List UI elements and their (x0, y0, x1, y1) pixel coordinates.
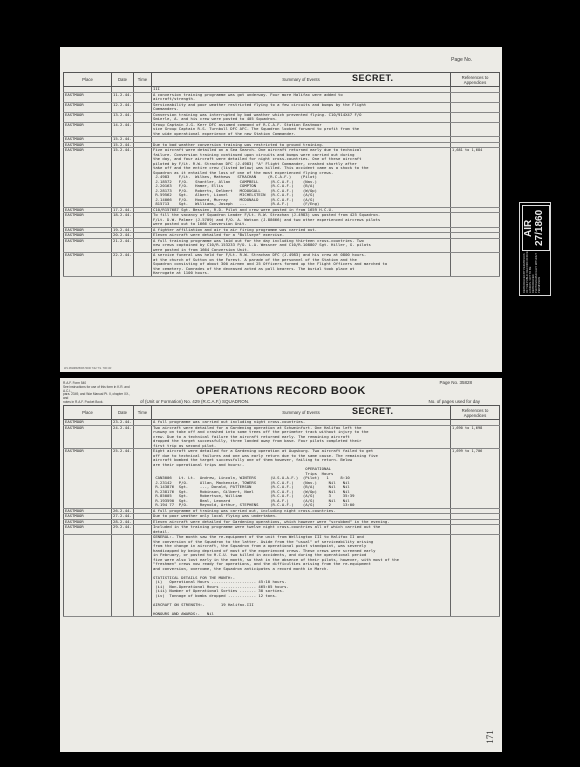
time-cell (134, 213, 152, 228)
time-cell (134, 535, 152, 617)
summary-line: Eight aircraft were detailed for a Gardening operation at Augsburg. Two aircraft failed to get (153, 448, 374, 453)
time-cell (134, 525, 152, 535)
summary-line: were posted out to 1666 Conversion Unit. (153, 221, 247, 226)
summary-line: R.85005 Sgt. Robertson, William (R.C.A.F.) (A/G) 3 35:39 (153, 493, 355, 498)
summary-line: J.18572 F/O. Shantler, Allan CAMPBELL (R.C.A.F.) (Nav.) (153, 178, 317, 184)
date-cell (112, 535, 134, 617)
summary-line: Due to bad weather conversion training was restricted to ground training. (153, 142, 324, 147)
place-cell (64, 535, 112, 617)
table-row (64, 253, 500, 277)
summary-cell (152, 525, 451, 535)
summary-line: vice Group Captain R.S. Turnbull DFC AFC. The Squadron looked forward to profit from the (153, 126, 360, 131)
summary-cell (152, 425, 451, 449)
place-cell: EASTMOOR (64, 92, 112, 102)
summary-line: Serviceability and poor weather restricted flying to a few circuits and bumps by the Flight (153, 102, 367, 107)
place-cell: EASTMOOR (64, 233, 112, 239)
folio-number: 171 (484, 730, 495, 744)
place-cell: EASTMOOR (64, 148, 112, 208)
summary-line: Trips Hours (153, 470, 334, 476)
date-cell: 28.2.44. (113, 519, 132, 524)
table-row (64, 238, 500, 253)
summary-line: Due to poor weather only local flying was undertaken. (153, 513, 278, 518)
date-cell: 15.2.44. (112, 148, 134, 208)
summary-line: from the change in aircraft, the Squadron from a operational point standpoint, was severely (153, 543, 367, 548)
place-cell: EASTMOOR (64, 112, 112, 122)
appendix-reference-cell (451, 102, 500, 112)
summary-line: STATISTICAL DETAILS FOR THE MONTH:- (153, 574, 235, 580)
record-table (63, 405, 500, 617)
time-cell (134, 253, 152, 277)
summary-line: runway on take off and crashed into some trees off the perimeter track without injury to the (153, 429, 369, 434)
date-cell: 26.2.44. (113, 508, 132, 513)
summary-line: at the church of Sutton on the Forest. A parade of the personnel of the Station and the (153, 256, 357, 262)
archive-stamp (519, 202, 551, 296)
date-cell: 24.2.44. (112, 425, 134, 449)
summary-line: 815713 Sgt. Williams, Joseph --- (R.A.F.) (F/Eng) (153, 201, 320, 206)
summary-line: Squadron as it entailed the loss of one of the most experienced flying crews. (153, 169, 334, 175)
column-header-date: Date (112, 406, 134, 420)
summary-cell (152, 535, 451, 617)
summary-line: Smierle, A. and his crew were posted to 405 Squadron. (153, 116, 278, 121)
summary-line: Squadron consisting of about 300 airmen and 25 Officers formed up the Flight Officers and marched to (153, 261, 388, 266)
date-cell: 23.2.44. (113, 419, 132, 424)
summary-line: To fill the vacancy of Squadron Leader F/Lt. R.W. Strachan (J.4983) was posted from 425 Squadron. (153, 212, 381, 217)
place-cell: EASTMOOR (64, 213, 112, 228)
appendix-reference-cell (451, 213, 500, 228)
summary-line: J.4983 F/Lt. Wilkes, Mathews STRACHAN (R.C.A.F.) (Pilot) (153, 174, 317, 179)
summary-line: Five aircraft were detailed on a Sea Search. One aircraft returned early due to technical (153, 147, 362, 152)
summary-line: R.143876 Sgt. ---, Donald, PATTERSON (R.C.A.F.) (B/A) Nil Nil (153, 484, 350, 489)
date-cell: 12.2.44. (112, 102, 134, 112)
summary-line: and conversion, overcome, the Squadron anticipates a record month in March. (153, 565, 329, 571)
document-title: OPERATIONS RECORD BOOK (196, 385, 366, 397)
summary-line: R.238176 Sgt. Robinson, Gilbert, Noel (R.C.A.F.) (W/Op) Nil Nil (153, 488, 350, 494)
date-cell: 25.2.44. (112, 449, 134, 509)
table-row (64, 525, 500, 535)
table-row (64, 148, 500, 208)
date-cell: 22.2.44. (112, 253, 134, 277)
time-cell (134, 449, 152, 509)
secret-marking: SECRET. (352, 73, 394, 83)
date-cell: 11.2.44. (112, 92, 134, 102)
summary-line: J.28173 P/O. Roberts, Delbert MCDOUGALL (R.C.A.F.) (W/Op) (153, 187, 317, 193)
date-cell: 18.2.44. (112, 213, 134, 228)
column-header-references: References to Appendices (451, 406, 500, 420)
time-cell (134, 112, 152, 122)
summary-line: III (153, 86, 161, 91)
summary-line: A service funeral was held for F/Lt. R.W. Strachan DFC (J.4983) and his crew at 0800 hours. (153, 252, 367, 257)
table-row (64, 535, 500, 617)
summary-line: A full training programme was laid out for the day including thirteen cross-countries. Two (153, 238, 364, 243)
place-cell: EASTMOOR (64, 514, 112, 520)
date-cell: 29.2.44. (112, 525, 134, 535)
summary-line: crew. Due to a technical failure the aircraft returned early. The remaining aircraft (153, 433, 350, 439)
summary-line: "freshmen" crews now ready for operations, and the difficulties arising from the re-equipment (153, 561, 371, 566)
summary-cell (152, 253, 451, 277)
summary-line: R.193590 Sgt. Beal, Leonard (R.A.F.) (A/G) Nil Nil (153, 497, 350, 503)
table-row (64, 102, 500, 112)
place-cell: EASTMOOR (64, 425, 112, 449)
summary-line: AIRCRAFT ON STRENGTH:- 19 Halifax.III (153, 601, 254, 607)
form-instructions: R.A.F. Form 540 See instructions for use of this form in K.R. and A.C.I., para. 2349, and War Manual Pt. II, chapter XX., and notes in R.A.F. Pocket Book. (63, 381, 131, 404)
column-header-summary: Summary of Events (152, 73, 451, 87)
table-row (64, 112, 500, 122)
secret-marking: SECRET. (352, 406, 394, 416)
column-header-date: Date (112, 73, 134, 87)
record-page-bottom (60, 378, 502, 752)
table-row (64, 122, 500, 137)
summary-line: the conversion of the Squadron to the latter. Aside from the "usual" of serviceability arising (153, 538, 374, 544)
summary-cell (152, 92, 451, 102)
summary-line: HONOURS AND AWARDS:- Nil (153, 610, 214, 616)
summary-line: C10/R157687 Sgt. Bessien, R.D. Pilot and crew were posted in from 1659 H.C.U. (153, 207, 334, 212)
summary-cell (152, 148, 451, 208)
pages-used-line: No. of pages used for day (428, 399, 480, 404)
column-header-place: Place (64, 406, 112, 420)
summary-line: F/Lt. D.W. Palmer (J.5709) and F/O. A. Watson (J.88666) and two other experienced aircrews pilots (153, 216, 381, 222)
summary-line: Commanders. (153, 106, 179, 111)
appendix-reference-cell: 1,681 to 1,684 (451, 148, 500, 208)
summary-line: (iv) Tonnage of bombs dropped ............ 12 tons. (153, 592, 278, 598)
column-header-references: References to Appendices (451, 73, 500, 87)
time-cell (134, 102, 152, 112)
date-cell: 20.2.44. (113, 232, 132, 237)
summary-line: J.20163 F/O. Hamer, Ellis COMPTON (R.C.A.F.) (B/A) (153, 183, 315, 188)
date-cell: 13.2.44. (112, 112, 134, 122)
summary-line: aircraft bombed the target successfully one of them however, failing to return. Below (153, 457, 353, 462)
copyright-notice: REPRODUCED BY PERMISSION OF THE PUBLIC RECORD OFFICE LONDON. NOT TO BE REPRODUCED PHOTOGRAPHICALLY WITHOUT PERMISSION (523, 251, 541, 293)
summary-line: A full programme of training was carried out, including night cross-countries. (153, 508, 336, 513)
summary-line: detail. (153, 528, 170, 534)
page-number: Page No. 35828 (439, 380, 472, 385)
summary-line: were posted in from 1664 Conversion Unit. (153, 246, 250, 252)
summary-cell (152, 449, 451, 509)
summary-line: J.23142 P/O. Allan, Mackenzie, TOWERS (R.C.A.F.) (Nav.) Nil Nil (153, 479, 350, 485)
appendix-reference-cell (451, 535, 500, 617)
summary-line: J.14066 F/O. Howard, Murray MCDONALD (R.C.A.F.) (A/G) (153, 196, 315, 202)
place-cell: EASTMOOR (64, 253, 112, 277)
summary-cell (152, 122, 451, 137)
appendix-reference-cell (451, 122, 500, 137)
column-header-time: Time (134, 406, 152, 420)
place-cell: EASTMOOR (64, 207, 112, 213)
summary-line: Conversion training was interrupted by bad weather which prevented flying. C10/914X47 F/O (153, 112, 362, 117)
summary-line: the wide operational experience of the new Station Commander. (153, 130, 296, 136)
place-cell: EASTMOOR (64, 102, 112, 112)
record-table (63, 72, 500, 277)
place-cell: EASTMOOR (64, 525, 112, 535)
column-header-time: Time (134, 73, 152, 87)
summary-cell (152, 102, 451, 112)
archive-reference: AIR 27/1860 (522, 205, 550, 251)
summary-cell (152, 112, 451, 122)
record-page-top (60, 47, 502, 372)
summary-line: GENERAL:- The month saw the re-equipment of the unit from Wellington III to Halifax II and (153, 534, 364, 539)
place-cell: EASTMOOR (64, 227, 112, 233)
summary-line: are their operational trips and hours:- (153, 461, 245, 467)
time-cell (134, 122, 152, 137)
date-cell: 17.2.44. (113, 207, 132, 212)
summary-cell (152, 238, 451, 253)
summary-line: (i) Operational Hours ................... 45:10 hours. (153, 579, 287, 584)
printer-footnote: W1 46998/M5006 5000 7/42 T.S. 700 CR (64, 367, 112, 370)
summary-line: Harrogate at 1100 hours. (153, 270, 210, 275)
summary-line: A conversion training programme was got underway. Four more Halifax were added to (153, 92, 343, 97)
summary-line: dropped the target successfully, three landed away from base. Four pilots completed their (153, 438, 362, 443)
date-cell: 27.2.44. (113, 513, 132, 518)
summary-line: off due to technical failures and one was early return due to the same cause. The remaining five (153, 452, 378, 458)
time-cell (134, 238, 152, 253)
appendix-reference-cell: 1,699 to 1,706 (451, 449, 500, 509)
summary-line: Eleven aircraft were detailed for a "Bullseye" exercise. (153, 232, 285, 237)
summary-line: OPERATIONAL (153, 466, 332, 471)
appendix-reference-cell (451, 112, 500, 122)
summary-line: five were also lost early in the month, so that in the absence of their pilots, however, with most of the (153, 556, 399, 562)
time-cell (134, 148, 152, 208)
date-cell: 15.2.44. (113, 136, 132, 141)
summary-line: Included in the training programme were twelve night cross-countries all of which carried out the (153, 524, 381, 529)
table-row (64, 92, 500, 102)
summary-line: Eleven aircraft were detailed for Gardening operations, which however were "scrubbed" in the evening. (153, 519, 390, 524)
appendix-reference-cell (451, 92, 500, 102)
summary-line: take off and the entire crew (listed below) was killed. This accident came as a shock to the (153, 165, 369, 170)
place-cell: EASTMOOR (64, 519, 112, 525)
page-number-label: Page No. (451, 57, 472, 63)
date-cell: 14.2.44. (112, 122, 134, 137)
date-cell: 15.2.44. (113, 142, 132, 147)
summary-line: R.59562 Sgt. Albert, Lionel MICHELSTEIN (R.C.A.F.) (A/G) (153, 192, 315, 197)
place-cell: EASTMOOR (64, 508, 112, 514)
appendix-reference-cell (451, 238, 500, 253)
date-cell: 21.2.44. (112, 238, 134, 253)
time-cell (134, 425, 152, 449)
summary-line: aircraft/strength. (153, 96, 196, 101)
unit-line: of (Unit or Formation) No. 429 (R.C.A.F.) SQUADRON. (140, 399, 250, 404)
appendix-reference-cell: 1,690 to 1,698 (451, 425, 500, 449)
time-cell (134, 92, 152, 102)
table-row (64, 213, 500, 228)
table-row (64, 425, 500, 449)
summary-line: handicapped by being deprived of most of the experienced crews. These crews were screened early (153, 547, 376, 553)
place-cell: EASTMOOR (64, 449, 112, 509)
place-cell: EASTMOOR (64, 137, 112, 143)
summary-line: (iii) Number of Operational Sorties ....... 30 sorties. (153, 588, 285, 593)
summary-line: R.194 77 P/O. Reynold, Arthur, STEPHENS (R.C.A.F.) (A/G) 2 13:00 (153, 502, 355, 507)
summary-line: Two aircraft were detailed for a Gardening operation at Schweinfurt. One Halifax left the (153, 425, 362, 430)
summary-line: first trip as second pilot. (153, 442, 217, 448)
summary-line: the day, and four aircraft were detailed for night cross-countries. One of these aircraft (153, 156, 362, 161)
place-cell: EASTMOOR (64, 142, 112, 148)
table-row (64, 449, 500, 509)
place-cell: EASTMOOR (64, 122, 112, 137)
summary-line: Group Captain J.G. Kerr DFC assumed command of R.C.A.F. Station Eastmoor (153, 122, 322, 127)
place-cell: EASTMOOR (64, 420, 112, 426)
column-header-place: Place (64, 73, 112, 87)
summary-line: new crews captained by C10/R.153233 P/O. L.A. Wessner and C10/R.108807 Sgt. Hiller, G. pilots (153, 242, 371, 247)
summary-cell (152, 213, 451, 228)
appendix-reference-cell (451, 253, 500, 277)
summary-line: in February, or posted to H.C.U. two killed in accidents, and during the operational period (153, 552, 367, 557)
summary-line: the cemetery. Comrades of the deceased acted as pall bearers. The burial took place at (153, 265, 355, 271)
summary-line: piloted by F/Lt. R.W. Strachan DFC (J.4983) "A" Flight Commander, crashed shortly after (153, 160, 357, 166)
summary-line: failure. Conversion training continued upon circuits and bumps were carried out during (153, 151, 355, 157)
date-cell: 19.2.44. (113, 227, 132, 232)
summary-line: (ii) Non-Operational Hours ............... 465:05 hours. (153, 583, 289, 589)
summary-line: A fighter affiliation and air to air firing programme was carried out. (153, 227, 317, 232)
appendix-reference-cell (451, 525, 500, 535)
summary-line: A full programme was carried out including night cross-countries. (153, 419, 306, 424)
place-cell: EASTMOOR (64, 238, 112, 253)
summary-line: CAN3006 Lt. Lt. Andrew, Lincoln, WINTERS (U.S.A.A.F.) (Pilot) 1 8:10 (153, 475, 350, 480)
column-header-summary: Summary of Events (152, 406, 451, 420)
summary-line (153, 137, 449, 142)
